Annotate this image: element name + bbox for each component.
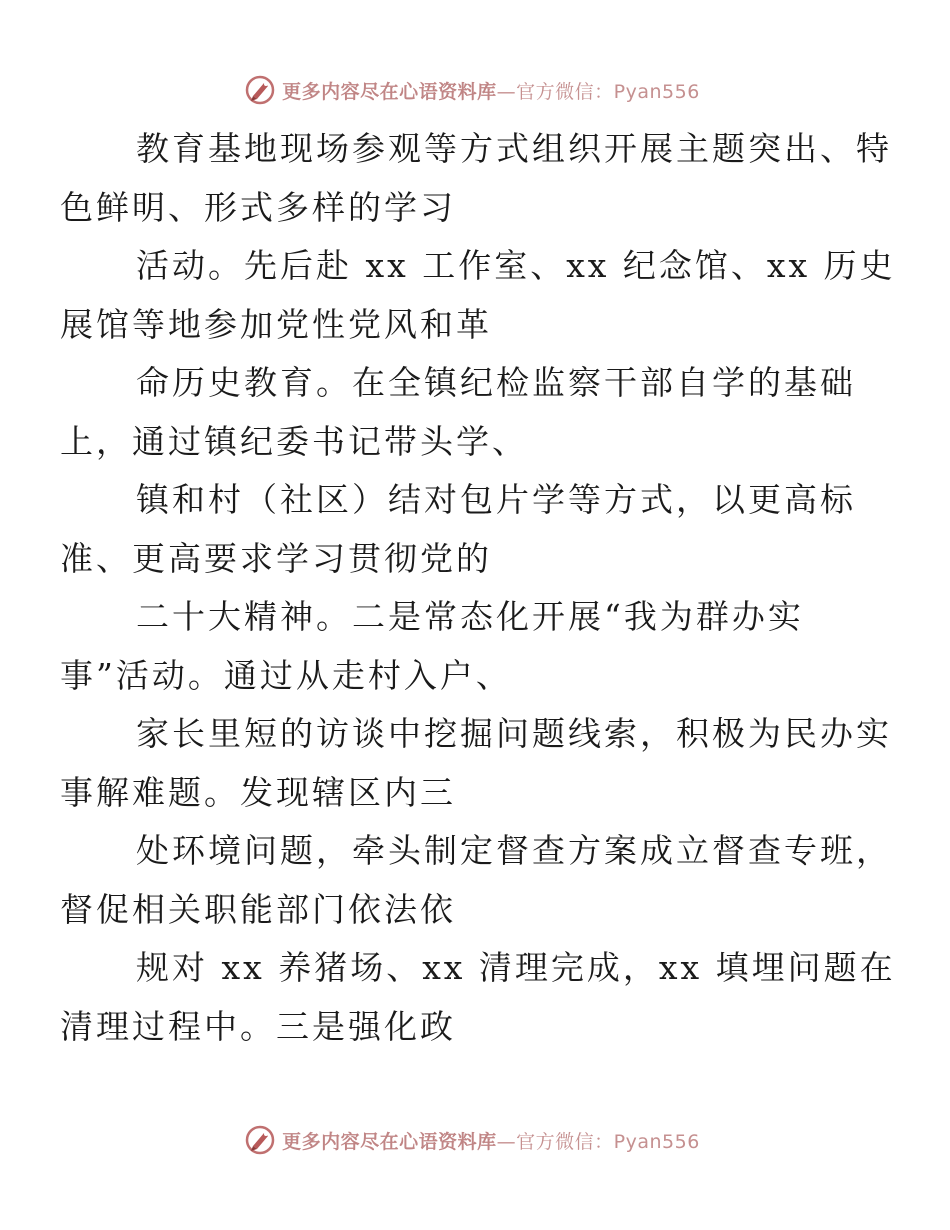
paragraph [60, 939, 896, 1056]
paragraph [60, 471, 858, 588]
paragraph [60, 354, 858, 471]
paragraph [60, 120, 892, 237]
watermark-main-text: 更多内容尽在心语资料库 [282, 1130, 497, 1153]
watermark-contact-text: —官方微信：Pyan556 [496, 80, 700, 103]
paragraph-line: 清理过程中。三是强化政 [60, 1006, 456, 1046]
paragraph-line: 上，通过镇纪委书记带头学、 [60, 421, 528, 461]
body-text [60, 120, 896, 1056]
paragraph [60, 822, 892, 939]
watermark-contact-text: —官方微信：Pyan556 [496, 1130, 700, 1153]
paragraph-line: 事”活动。通过从走村入户、 [60, 655, 512, 695]
paragraph-line: 规对 xx 养猪场、xx 清理完成，xx 填埋问题在 [136, 948, 896, 987]
paragraph-line: 准、更高要求学习贯彻党的 [60, 538, 492, 578]
paragraph-line: 镇和村（社区）结对包片学等方式，以更高标 [136, 480, 856, 519]
watermark-main-text: 更多内容尽在心语资料库 [282, 80, 497, 103]
paragraph-line: 督促相关职能部门依法依 [60, 889, 456, 929]
paragraph-line: 事解难题。发现辖区内三 [60, 772, 456, 812]
paragraph [60, 705, 892, 822]
pen-logo-icon [244, 74, 276, 106]
paragraph [60, 237, 896, 354]
paragraph-line: 活动。先后赴 xx 工作室、xx 纪念馆、xx 历史 [136, 246, 896, 285]
pen-logo-icon [244, 1124, 276, 1156]
paragraph-line: 处环境问题，牵头制定督查方案成立督查专班， [136, 831, 892, 870]
header-watermark [0, 70, 950, 110]
paragraph-line: 教育基地现场参观等方式组织开展主题突出、特 [136, 129, 892, 168]
paragraph-line: 展馆等地参加党性党风和革 [60, 304, 492, 344]
paragraph-line: 色鲜明、形式多样的学习 [60, 187, 456, 227]
paragraph-line: 二十大精神。二是常态化开展“我为群办实 [136, 597, 804, 636]
paragraph-line: 命历史教育。在全镇纪检监察干部自学的基础 [136, 363, 856, 402]
paragraph [60, 588, 858, 705]
footer-watermark [0, 1120, 950, 1160]
paragraph-line: 家长里短的访谈中挖掘问题线索，积极为民办实 [136, 714, 892, 753]
